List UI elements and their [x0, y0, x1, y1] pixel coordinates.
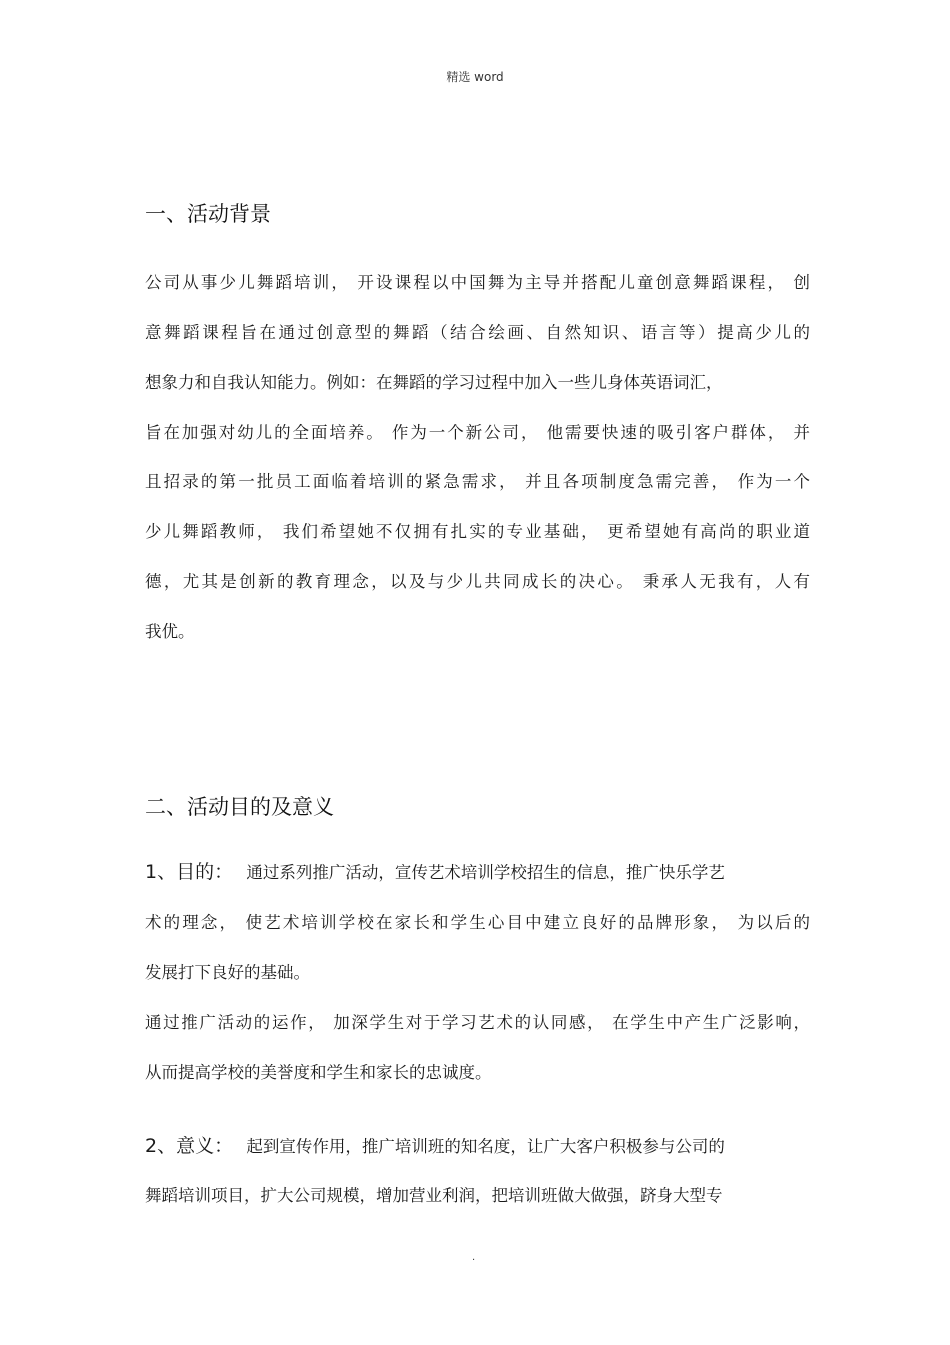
paragraph-line: 发展打下良好的基础。	[145, 963, 310, 982]
purpose-label: 1、目的：	[145, 861, 234, 883]
paragraph-line: 想象力和自我认知能力。例如：在舞蹈的学习过程中加入一些儿身体英语词汇，	[145, 373, 723, 392]
meaning-text: 起到宣传作用，推广培训班的知名度，让广大客户积极参与公司的	[246, 1137, 725, 1156]
paragraph-line: 从而提高学校的美誉度和学生和家长的忠诚度。	[145, 1063, 492, 1082]
paragraph-line: 舞蹈培训项目，扩大公司规模，增加营业利润，把培训班做大做强，跻身大型专	[145, 1186, 723, 1205]
paragraph-line: 公司从事少儿舞蹈培训， 开设课程以中国舞为主导并搭配儿童创意舞蹈课程， 创	[145, 273, 810, 292]
paragraph-line: 我优。	[145, 622, 195, 641]
purpose-text: 通过系列推广活动，宣传艺术培训学校招生的信息，推广快乐学艺	[246, 863, 725, 882]
page-header: 精选 word	[446, 70, 504, 84]
paragraph-line	[145, 1135, 810, 1158]
paragraph-line: 通过推广活动的运作， 加深学生对于学习艺术的认同感， 在学生中产生广泛影响，	[145, 1013, 810, 1032]
paragraph-line: 德，尤其是创新的教育理念，以及与少儿共同成长的决心。 秉承人无我有，人有	[145, 572, 810, 591]
section-title-purpose: 二、活动目的及意义	[145, 795, 334, 819]
paragraph-line: 意舞蹈课程旨在通过创意型的舞蹈（结合绘画、自然知识、语言等）提高少儿的	[145, 323, 810, 342]
paragraph-line: 且招录的第一批员工面临着培训的紧急需求， 并且各项制度急需完善， 作为一个	[145, 472, 810, 491]
paragraph-line	[145, 861, 810, 884]
section-title-background: 一、活动背景	[145, 202, 271, 226]
meaning-label: 2、意义：	[145, 1135, 234, 1157]
paragraph-line: 术的理念， 使艺术培训学校在家长和学生心目中建立良好的品牌形象， 为以后的	[145, 913, 810, 932]
paragraph-line: 少儿舞蹈教师， 我们希望她不仅拥有扎实的专业基础， 更希望她有高尚的职业道	[145, 522, 810, 541]
paragraph-line: 旨在加强对幼儿的全面培养。 作为一个新公司， 他需要快速的吸引客户群体， 并	[145, 423, 810, 442]
page-footer: .	[472, 1252, 476, 1263]
